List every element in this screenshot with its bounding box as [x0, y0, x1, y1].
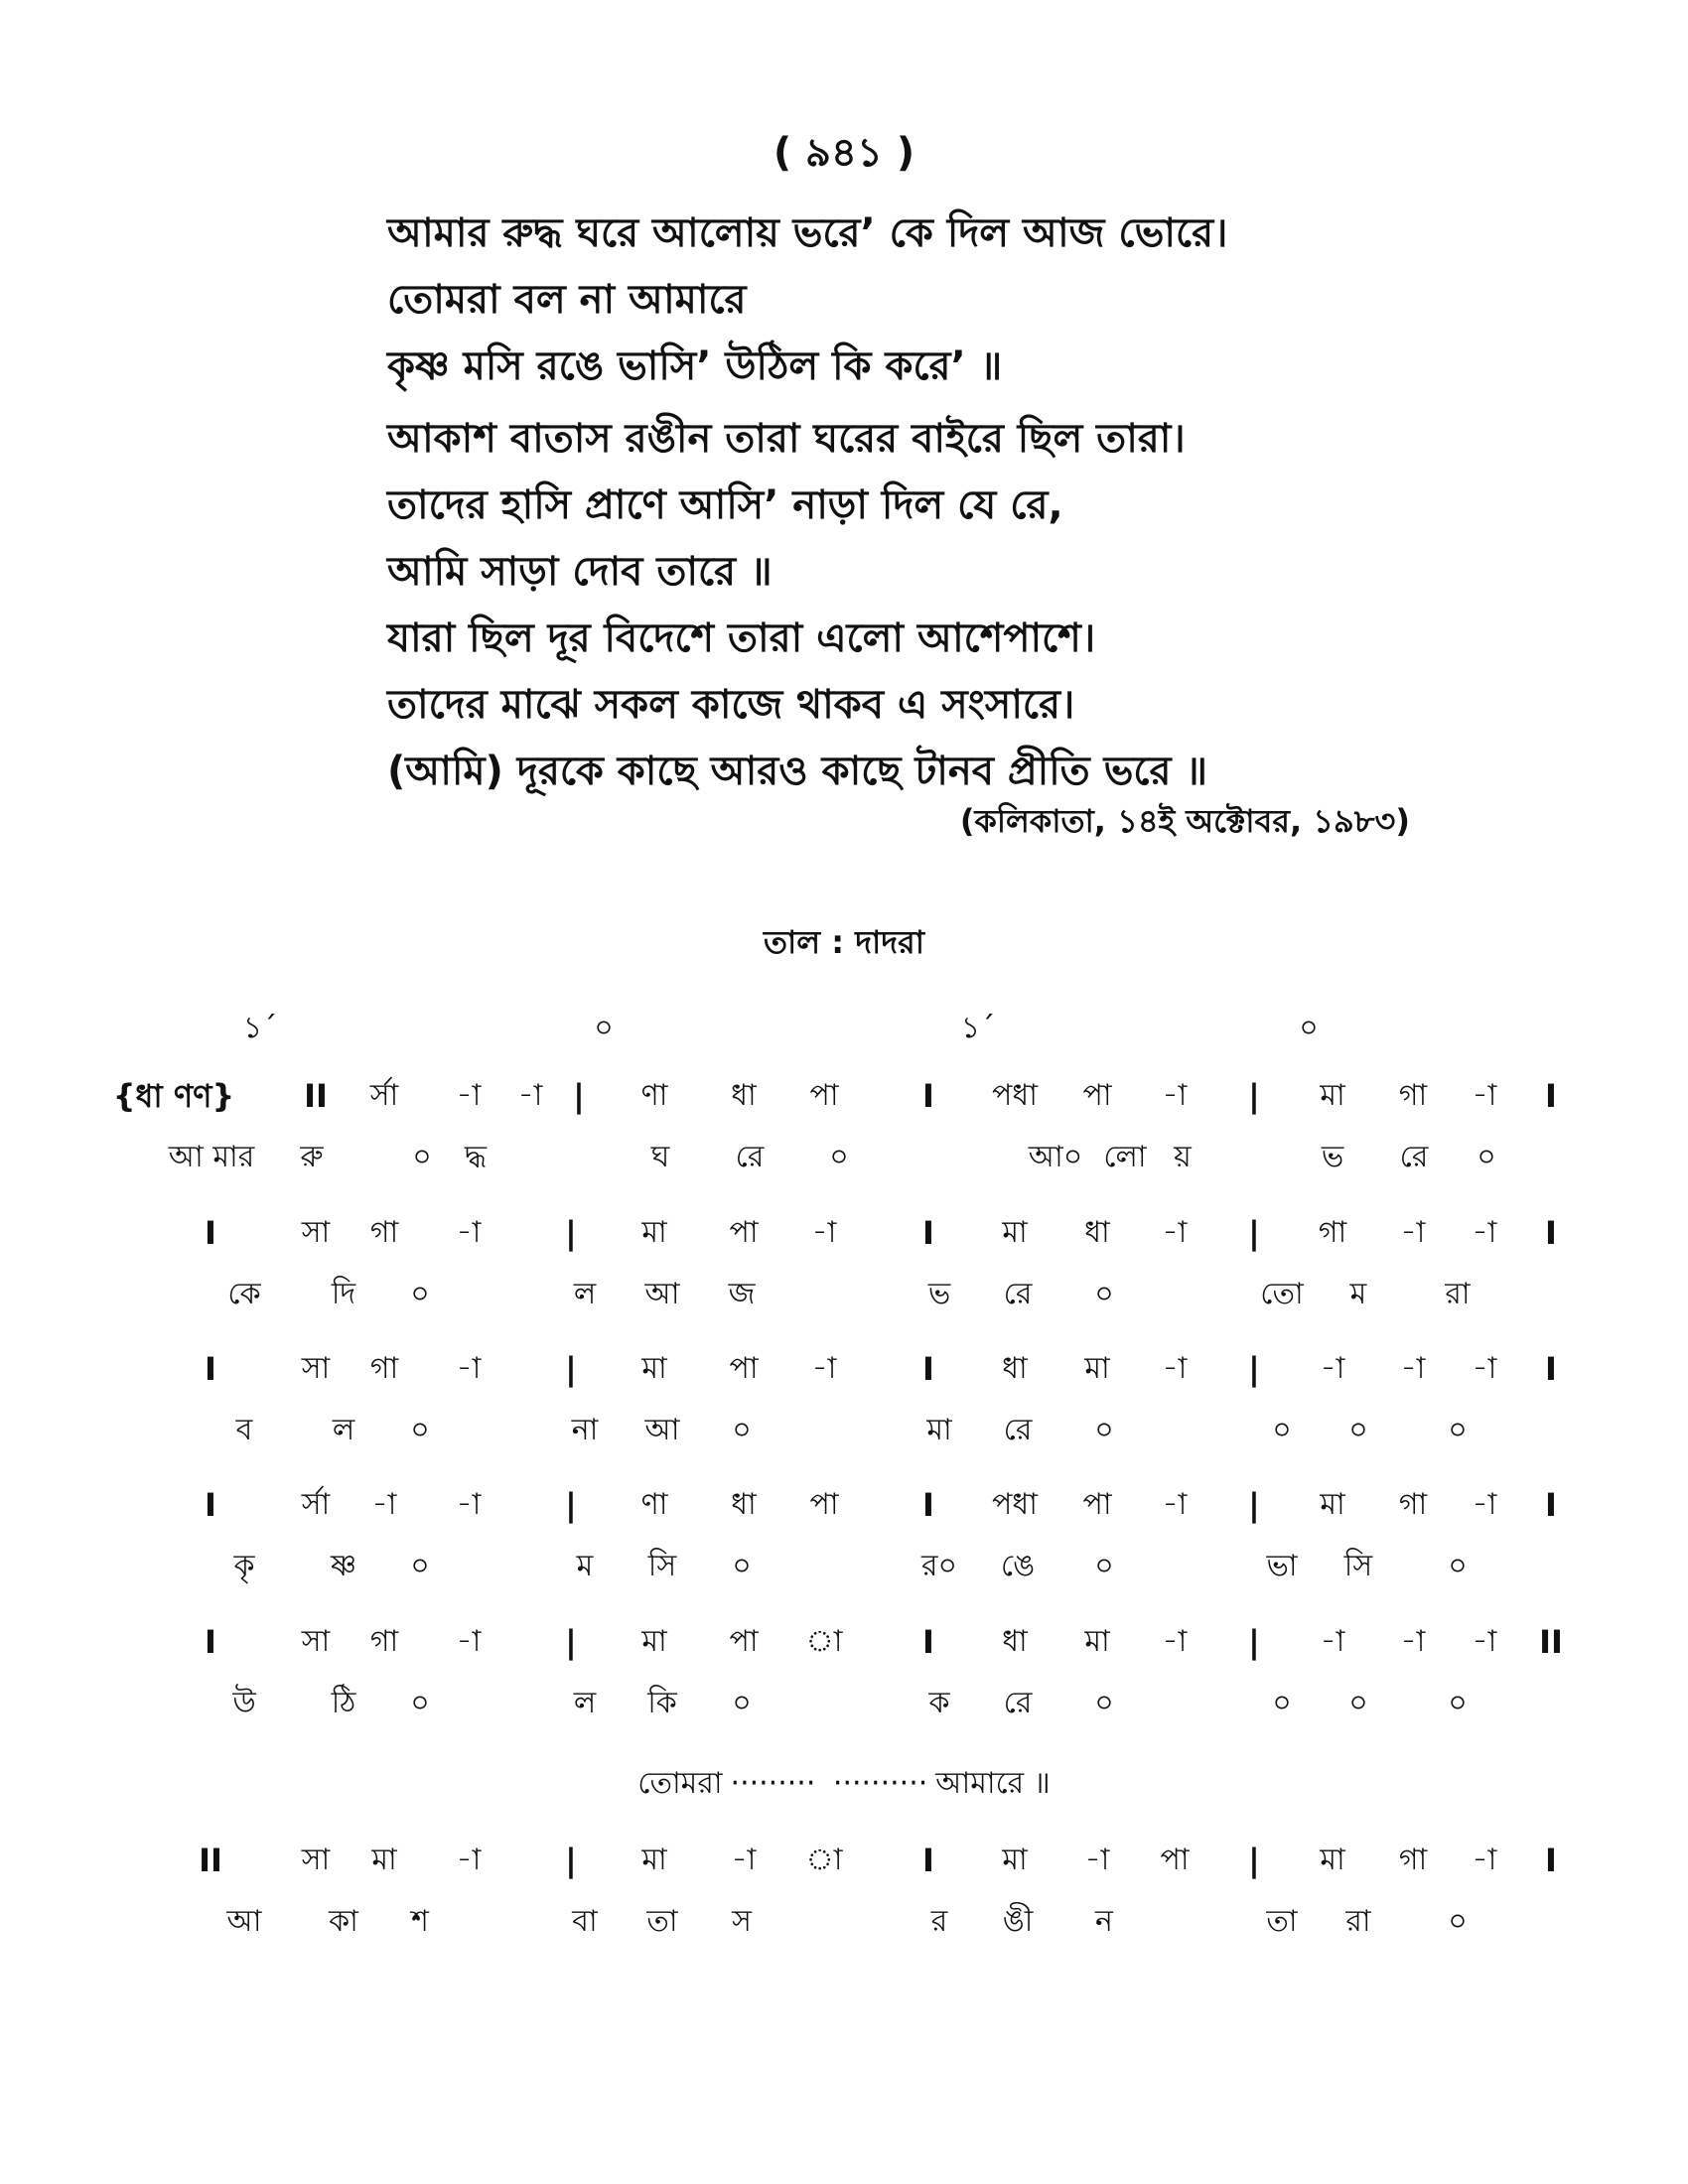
swara-note: মা [641, 1215, 667, 1250]
stanza-2 [387, 406, 1479, 606]
swara-note: -া [456, 1487, 482, 1522]
bar-line: I [922, 1214, 934, 1252]
swara-note: -া [811, 1351, 837, 1386]
bar-line: | [573, 1077, 585, 1115]
swara-note: মা [641, 1351, 667, 1386]
swara-note: গা [1398, 1843, 1428, 1877]
lyric-syllable: রে [1003, 1686, 1033, 1720]
lyric-syllable: রা [1445, 1277, 1471, 1311]
lyric-syllable: দি [331, 1277, 356, 1311]
tala-mark: ১´ [960, 1011, 996, 1045]
swara-note: পা [809, 1487, 839, 1522]
lyric-line: তোমরা বল না আমারে [387, 277, 747, 323]
swara-note: -া [1162, 1215, 1188, 1250]
swara-note: ধা [1002, 1351, 1028, 1386]
lyric-syllable: রে [1399, 1140, 1429, 1174]
bar-line: I [1545, 1077, 1557, 1115]
lyric-syllable: ল [573, 1277, 597, 1311]
swara-note: পা [1160, 1843, 1190, 1877]
swara-note: গা [369, 1215, 399, 1250]
swara-note: ণা [640, 1078, 668, 1113]
swara-note: -া [456, 1351, 482, 1386]
swara-row [0, 1345, 1688, 1393]
swara-note: সা [301, 1351, 331, 1386]
bar-line: | [565, 1623, 577, 1661]
bar-line: II [304, 1077, 328, 1115]
swara-note: -া [1162, 1624, 1188, 1659]
lyric-syllable: কে [227, 1277, 261, 1311]
refrain-dots: ········· [730, 1766, 816, 1801]
bar-line: II [199, 1842, 222, 1879]
swara-note: -া [1400, 1215, 1426, 1250]
lyric-syllable: ০ [410, 1686, 430, 1720]
tala-mark: ০ [1299, 1011, 1319, 1045]
lyric-syllable: রে [1003, 1277, 1033, 1311]
bar-line: | [1248, 1842, 1260, 1879]
bar-line: I [205, 1350, 216, 1388]
lyric-syllable: তো [1260, 1277, 1304, 1311]
lyric-syllable: ক [928, 1686, 950, 1720]
lyric-syllable-row [0, 1543, 1688, 1590]
lyric-syllable: ব [235, 1413, 253, 1447]
lyric-syllable: ০ [1448, 1904, 1468, 1939]
lyric-syllable: র০ [920, 1549, 958, 1583]
swara-row [0, 1072, 1688, 1120]
lyric-syllable: সি [1343, 1549, 1373, 1583]
swara-note: -া [1400, 1351, 1426, 1386]
lyric-syllable: কৃ [233, 1549, 255, 1583]
swara-note: মা [641, 1624, 667, 1659]
swara-row [0, 1837, 1688, 1884]
swara-note: মা [1320, 1487, 1345, 1522]
swara-note: র্সা [301, 1487, 331, 1522]
bar-line: I [922, 1842, 934, 1879]
bar-line: | [1248, 1077, 1260, 1115]
tala-marks [0, 1005, 1688, 1052]
lyric-syllable: জ [728, 1277, 756, 1311]
swara-note: মা [1084, 1624, 1110, 1659]
lyric-syllable: ঘ [650, 1140, 670, 1174]
lyric-syllable-row [0, 1898, 1688, 1946]
swara-note: -া [1162, 1487, 1188, 1522]
lyric-syllable: ০ [1094, 1686, 1114, 1720]
swara-row [0, 1481, 1688, 1529]
lyric-syllable: ষ্ণ [330, 1549, 357, 1583]
tala-mark: ১´ [242, 1011, 278, 1045]
lyric-line: তাদের হাসি প্রাণে আসি’ নাড়া দিল যে রে, [387, 482, 1063, 528]
lyric-syllable: ঠি [331, 1686, 356, 1720]
lyric-syllable: ০ [410, 1277, 430, 1311]
refrain-end: আমারে ॥ [935, 1766, 1051, 1801]
swara-note: -া [1084, 1843, 1110, 1877]
lyric-syllable: মা [926, 1413, 952, 1447]
lyric-syllable: ল [573, 1686, 597, 1720]
lyric-syllable: আ [226, 1904, 262, 1939]
lyric-syllable: ভা [1266, 1549, 1298, 1583]
swara-note: পা [1082, 1078, 1112, 1113]
lyric-syllable: ০ [1448, 1413, 1468, 1447]
lyric-line: আমি সাড়া দোব তারে ॥ [387, 549, 773, 595]
lyric-syllable: তা [1266, 1904, 1298, 1939]
swara-note: পা [1082, 1487, 1112, 1522]
swara-note: া [805, 1624, 843, 1659]
swara-note: সা [301, 1843, 331, 1877]
swara-note: সা [301, 1215, 331, 1250]
lyric-syllable: ০ [1094, 1549, 1114, 1583]
swara-note: মা [371, 1843, 397, 1877]
swara-note: -া [371, 1487, 397, 1522]
lyric-line: কৃষ্ণ মসি রঙে ভাসি’ উঠিল কি করে’ ॥ [387, 343, 1003, 389]
swara-note: -া [456, 1215, 482, 1250]
lyric-syllable: ভ [927, 1277, 951, 1311]
place-date: (কলিকাতা, ১৪ই অক্টোবর, ১৯৮৩) [959, 802, 1410, 840]
lyric-syllable: শ [411, 1904, 429, 1939]
swara-note: -া [1320, 1351, 1345, 1386]
swara-row [0, 1209, 1688, 1257]
tala-heading: তাল : দাদরা [764, 923, 924, 961]
swara-note: -া [456, 1078, 482, 1113]
lyric-syllable: ভ [1321, 1140, 1344, 1174]
swara-note: পা [729, 1351, 759, 1386]
lyric-syllable-row [0, 1271, 1688, 1318]
bar-line: I [1545, 1214, 1557, 1252]
lyric-syllable: আ [644, 1277, 680, 1311]
lyric-syllable: র [930, 1904, 948, 1939]
swara-note: সা [301, 1624, 331, 1659]
bar-line: I [922, 1623, 934, 1661]
swara-note: পা [809, 1078, 839, 1113]
lyric-syllable: ০ [1448, 1686, 1468, 1720]
refrain-start: তোমরা [637, 1766, 723, 1801]
bar-line: I [205, 1486, 216, 1524]
stanza-3 [387, 606, 1479, 805]
page-number: ( ৯৪১ ) [773, 130, 915, 176]
swara-note: -া [1162, 1078, 1188, 1113]
lyric-syllable: সি [647, 1549, 677, 1583]
swara-note: ণা [640, 1487, 668, 1522]
swara-note: পা [729, 1624, 759, 1659]
swara-note: ধা [731, 1487, 757, 1522]
swara-note: -া [1472, 1078, 1497, 1113]
swara-note: -া [456, 1843, 482, 1877]
lyric-syllable: স [732, 1904, 752, 1939]
lyric-syllable: উ [232, 1686, 256, 1720]
lyric-line: (আমি) দূরকে কাছে আরও কাছে টানব প্রীতি ভরে ॥ [387, 749, 1208, 794]
bar-line: I [1545, 1486, 1557, 1524]
swara-note: -া [1162, 1351, 1188, 1386]
lyric-syllable: ০ [829, 1140, 849, 1174]
swara-note: গা [369, 1351, 399, 1386]
bar-line: | [1248, 1350, 1260, 1388]
lyric-syllable: ০ [1272, 1413, 1292, 1447]
lyric-syllable: ০ [410, 1413, 430, 1447]
lyric-syllable: ০ [410, 1549, 430, 1583]
lyric-line: তাদের মাঝে সকল কাজে থাকব এ সংসারে। [387, 682, 1075, 728]
lyric-syllable: ম [1349, 1277, 1367, 1311]
lyric-syllable: ০ [732, 1549, 752, 1583]
swara-note: -া [1472, 1351, 1497, 1386]
refrain-cue [0, 1759, 1688, 1810]
swara-note: -া [1472, 1215, 1497, 1250]
swara-note: -া [1472, 1624, 1497, 1659]
lyric-line: আমার রুদ্ধ ঘরে আলোয় ভরে’ কে দিল আজ ভোরে। [387, 210, 1228, 256]
bar-line: I [205, 1623, 216, 1661]
lyric-syllable: ০ [1272, 1686, 1292, 1720]
lyric-syllable: ম [576, 1549, 594, 1583]
refrain-dots: ·········· [832, 1766, 928, 1801]
swara-note: র্সা [369, 1078, 399, 1113]
bar-line: I [1545, 1350, 1557, 1388]
lyric-syllable: রে [1003, 1413, 1033, 1447]
swara-note: ধা [731, 1078, 757, 1113]
lyric-syllable: ০ [412, 1140, 432, 1174]
bar-line: I [922, 1486, 934, 1524]
bar-line: | [565, 1350, 577, 1388]
lyric-syllable-row [0, 1680, 1688, 1727]
swara-note: গা [1398, 1078, 1428, 1113]
lyric-line: যারা ছিল দূর বিদেশে তারা এলো আশেপাশে। [387, 615, 1096, 661]
lyric-syllable: ০ [1094, 1413, 1114, 1447]
lyric-syllable: আ মার [168, 1140, 255, 1174]
bar-line: II [1539, 1623, 1563, 1661]
bar-line: I [922, 1350, 934, 1388]
stanza-1 [387, 201, 1479, 400]
lyric-syllable: ঙী [1002, 1904, 1034, 1939]
lyric-syllable-row [0, 1407, 1688, 1454]
bar-line: | [565, 1486, 577, 1524]
bar-line: | [1248, 1214, 1260, 1252]
swara-note: -া [731, 1843, 757, 1877]
swara-note: ধা [1002, 1624, 1028, 1659]
bar-line: I [205, 1214, 216, 1252]
swara-note: মা [1084, 1351, 1110, 1386]
lyric-syllable: ঙে [1000, 1549, 1036, 1583]
swara-note: -া [1472, 1487, 1497, 1522]
swara-note: -া [1400, 1624, 1426, 1659]
lyric-syllable: য় [1174, 1140, 1192, 1174]
bar-line: | [1248, 1486, 1260, 1524]
swara-note: মা [1002, 1215, 1028, 1250]
lyric-syllable: না [571, 1413, 599, 1447]
lyric-syllable: রু [300, 1140, 324, 1174]
bar-line: | [565, 1214, 577, 1252]
swara-note: গা [369, 1624, 399, 1659]
lyric-syllable: রে [735, 1140, 765, 1174]
lyric-syllable: আ০ [1028, 1140, 1083, 1174]
lyric-syllable: বা [572, 1904, 598, 1939]
lyric-syllable: ০ [1348, 1686, 1368, 1720]
lyric-syllable: কি [647, 1686, 677, 1720]
lyric-syllable: ০ [1477, 1140, 1496, 1174]
swara-note: মা [1002, 1843, 1028, 1877]
lyric-syllable: কা [329, 1904, 358, 1939]
swara-note: মা [1320, 1843, 1345, 1877]
swara-note: ধা [1084, 1215, 1110, 1250]
swara-note: পধা [992, 1487, 1038, 1522]
lyric-line: আকাশ বাতাস রঙীন তারা ঘরের বাইরে ছিল তারা। [387, 416, 1186, 462]
swara-note: -া [1320, 1624, 1345, 1659]
lyric-syllable: ০ [1094, 1277, 1114, 1311]
lyric-syllable: ল [332, 1413, 355, 1447]
tala-mark: ০ [594, 1011, 614, 1045]
lyric-syllable: ০ [732, 1686, 752, 1720]
lyric-syllable: তা [646, 1904, 678, 1939]
swara-note: -া [1472, 1843, 1497, 1877]
swara-row [0, 1618, 1688, 1666]
bar-line: | [1248, 1623, 1260, 1661]
swara-note: মা [641, 1843, 667, 1877]
swara-note: া [805, 1843, 843, 1877]
lyric-syllable: লো [1103, 1140, 1147, 1174]
lyric-syllable: ০ [1348, 1413, 1368, 1447]
bar-line: | [565, 1842, 577, 1879]
lyric-syllable: ন [1095, 1904, 1113, 1939]
swara-note: পা [729, 1215, 759, 1250]
bar-line: I [1545, 1842, 1557, 1879]
bar-line: I [922, 1077, 934, 1115]
lyric-syllable-row [0, 1134, 1688, 1181]
swara-note: -া [456, 1624, 482, 1659]
swara-note: পধা [992, 1078, 1038, 1113]
lyric-syllable: আ [644, 1413, 680, 1447]
swara-note: -া [517, 1078, 543, 1113]
swara-note: মা [1320, 1078, 1345, 1113]
bar-line: {ধা ণণ} [112, 1077, 235, 1115]
lyric-syllable: ০ [732, 1413, 752, 1447]
swara-note: গা [1398, 1487, 1428, 1522]
swara-note: -া [811, 1215, 837, 1250]
lyric-syllable: দ্ধ [464, 1140, 488, 1174]
lyric-syllable: রা [1345, 1904, 1371, 1939]
swara-note: গা [1318, 1215, 1347, 1250]
lyric-syllable: ০ [1448, 1549, 1468, 1583]
